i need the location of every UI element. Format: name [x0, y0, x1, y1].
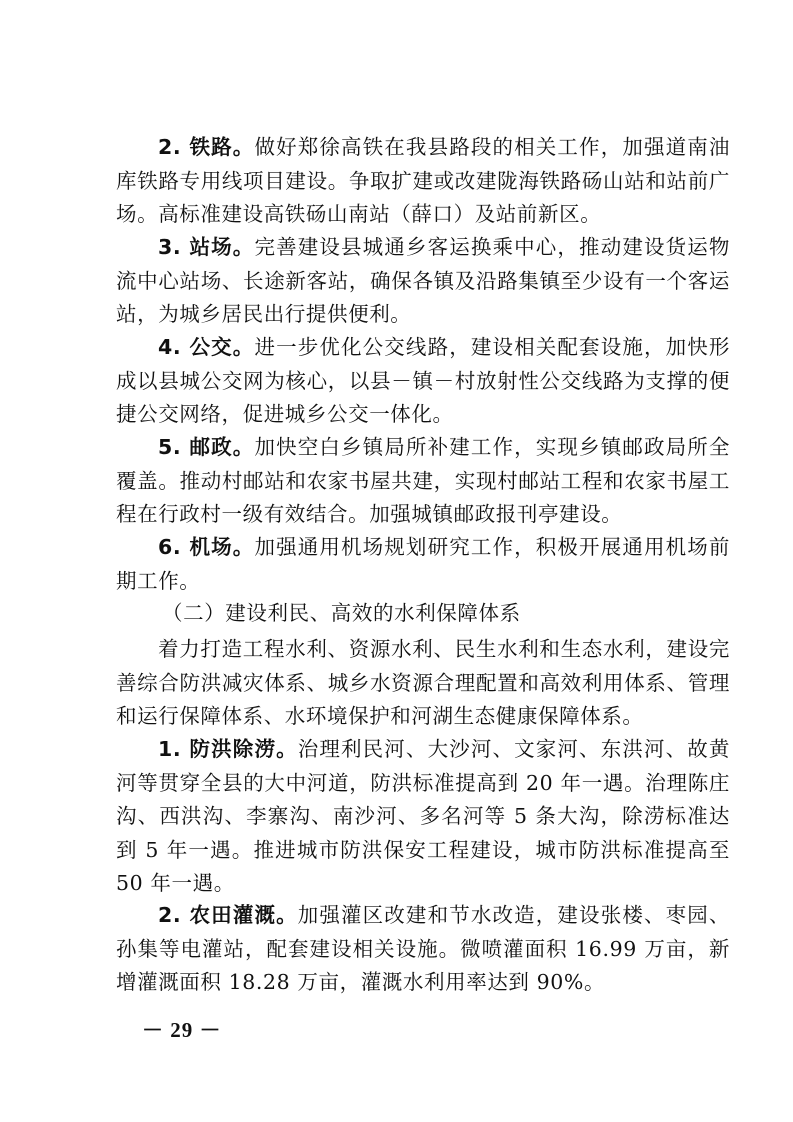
- paragraph-text: 加强灌区改建和节水改造，建设张楼、枣园、孙集等电灌站，配套建设相关设施。微喷灌面积 16.99 万亩，新增灌溉面积 18.28 万亩，灌溉水利用率达到 90%。: [116, 903, 730, 994]
- paragraph-text: 治理利民河、大沙河、文家河、东洪河、故黄河等贯穿全县的大中河道，防洪标准提高到 20 年一遇。治理陈庄沟、西洪沟、李寨沟、南沙河、多名河等 5 条大沟，除涝标准达到 5 年一遇。推进城市防洪保安工程建设，城市防洪标准提高至 50 年一遇。: [116, 737, 730, 895]
- paragraph-text: 做好郑徐高铁在我县路段的相关工作，加强道南油库铁路专用线项目建设。争取扩建或改建陇海铁路砀山站和站前广场。高标准建设高铁砀山南站（薛口）及站前新区。: [116, 135, 730, 226]
- paragraph-airport: [116, 531, 730, 598]
- paragraph-heading: 1. 防洪除涝。: [158, 737, 298, 761]
- paragraph-heading: 2. 农田灌溉。: [158, 903, 298, 927]
- paragraph-text: 加强通用机场规划研究工作，积极开展通用机场前期工作。: [116, 535, 730, 593]
- paragraph-heading: 3. 站场。: [158, 235, 255, 259]
- paragraph-flood-control: [116, 733, 730, 901]
- paragraph-public-transit: [116, 331, 730, 432]
- paragraph-heading: 5. 邮政。: [158, 435, 255, 459]
- paragraph-stations: [116, 231, 730, 332]
- paragraph-irrigation: [116, 899, 730, 1000]
- paragraph-railway: [116, 131, 730, 232]
- paragraph-heading: 2. 铁路。: [158, 135, 255, 159]
- section-title: （二）建设利民、高效的水利保障体系: [162, 601, 521, 625]
- paragraph-text: 进一步优化公交线路，建设相关配套设施，加快形成以县城公交网为核心，以县－镇－村放射性公交线路为支撑的便捷公交网络，促进城乡公交一体化。: [116, 335, 730, 426]
- paragraph-heading: 4. 公交。: [158, 335, 255, 359]
- paragraph-text: 加快空白乡镇局所补建工作，实现乡镇邮政局所全覆盖。推动村邮站和农家书屋共建，实现村邮站工程和农家书屋工程在行政村一级有效结合。加强城镇邮政报刊亭建设。: [116, 435, 730, 526]
- page-number: － 29 －: [142, 1018, 222, 1042]
- paragraph-heading: 6. 机场。: [158, 535, 255, 559]
- paragraph-text: 完善建设县城通乡客运换乘中心，推动建设货运物流中心站场、长途新客站，确保各镇及沿路集镇至少设有一个客运站，为城乡居民出行提供便利。: [116, 235, 730, 326]
- section-intro: 着力打造工程水利、资源水利、民生水利和生态水利，建设完善综合防洪减灾体系、城乡水资源合理配置和高效利用体系、管理和运行保障体系、水环境保护和河湖生态健康保障体系。: [116, 637, 730, 728]
- paragraph-postal: [116, 431, 730, 532]
